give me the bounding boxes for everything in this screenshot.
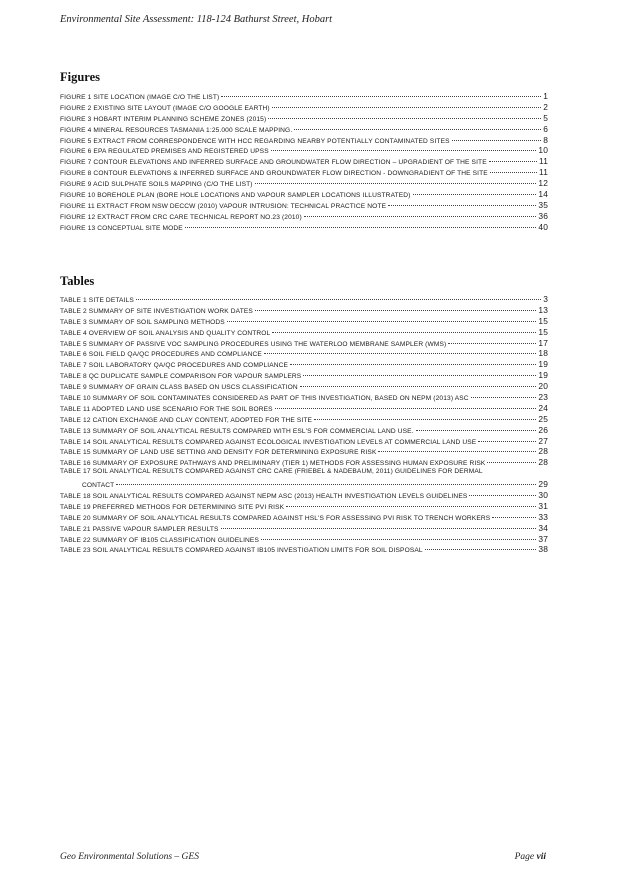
- table-entry-page: 23: [538, 392, 548, 403]
- dot-leader: [272, 332, 536, 333]
- table-entry-label: TABLE 3 SUMMARY OF SOIL SAMPLING METHODS: [60, 318, 225, 326]
- dot-leader: [255, 310, 536, 311]
- table-entry[interactable]: [60, 348, 548, 359]
- figure-entry-label: FIGURE 5 EXTRACT FROM CORRESPONDENCE WITH HCC REGARDING NEARBY POTENTIALLY CONTAMINATED SITES: [60, 137, 450, 145]
- table-entry-page: 15: [538, 326, 548, 337]
- table-entry[interactable]: [60, 436, 548, 447]
- dot-leader: [271, 150, 537, 151]
- dot-leader: [136, 299, 541, 300]
- table-entry-page: 18: [538, 348, 548, 359]
- figure-entry[interactable]: [60, 135, 548, 146]
- dot-leader: [275, 408, 537, 409]
- table-entry-page: 20: [538, 381, 548, 392]
- table-entry[interactable]: [60, 414, 548, 425]
- dot-leader: [221, 96, 541, 97]
- dot-leader: [469, 495, 536, 496]
- table-entry-page: 30: [538, 490, 548, 501]
- footer-page-prefix: Page: [514, 852, 535, 862]
- figure-entry-label: FIGURE 7 CONTOUR ELEVATIONS AND INFERRED SURFACE AND GROUNDWATER FLOW DIRECTION – UPGRADIENT OF THE SITE: [60, 159, 487, 167]
- figure-entry-label: FIGURE 11 EXTRACT FROM NSW DECCW (2010) VAPOUR INTRUSION: TECHNICAL PRACTICE NOTE: [60, 202, 387, 210]
- dot-leader: [378, 451, 536, 452]
- dot-leader: [300, 386, 537, 387]
- figure-entry-page: 11: [539, 167, 548, 178]
- figure-entry-label: FIGURE 9 ACID SULPHATE SOILS MAPPING (C/O THE LIST): [60, 181, 253, 189]
- figure-entry-page: 6: [543, 123, 548, 134]
- table-entry-label: TABLE 22 SUMMARY OF IB105 CLASSIFICATION GUIDELINES: [60, 536, 259, 544]
- table-entry-page: 25: [538, 413, 548, 424]
- table-entry-label: TABLE 23 SOIL ANALYTICAL RESULTS COMPARED AGAINST IB105 INVESTIGATION LIMITS FOR SOIL DISPOSAL: [60, 547, 423, 555]
- dot-leader: [264, 353, 537, 354]
- dot-leader: [261, 539, 536, 540]
- table-entry-page: 27: [538, 435, 548, 446]
- dot-leader: [294, 129, 541, 130]
- table-entry[interactable]: [60, 338, 548, 349]
- table-entry[interactable]: [60, 370, 548, 381]
- table-entry-page: 26: [538, 424, 548, 435]
- table-entry-label: TABLE 13 SUMMARY OF SOIL ANALYTICAL RESULTS COMPARED WITH ESL'S FOR COMMERCIAL LAND USE.: [60, 427, 414, 435]
- table-entry[interactable]: [60, 490, 548, 501]
- table-entry[interactable]: [60, 316, 548, 327]
- dot-leader: [478, 441, 536, 442]
- table-entry-label: TABLE 11 ADOPTED LAND USE SCENARIO FOR THE SOIL BORES: [60, 405, 273, 413]
- figures-heading: Figures: [60, 70, 101, 84]
- dot-leader: [272, 107, 541, 108]
- figure-entry-page: 14: [538, 189, 548, 200]
- table-entry-label: TABLE 18 SOIL ANALYTICAL RESULTS COMPARED AGAINST NEPM ASC (2013) HEALTH INVESTIGATION LEVELS GUIDELINES: [60, 493, 468, 501]
- figure-entry-page: 36: [538, 210, 548, 221]
- figure-entry-page: 1: [543, 91, 548, 101]
- figure-entry[interactable]: [60, 211, 548, 222]
- figure-entry-page: 35: [538, 199, 548, 210]
- dot-leader: [388, 205, 536, 206]
- list-of-tables: [60, 294, 548, 555]
- figure-entry[interactable]: [60, 222, 548, 233]
- dot-leader: [490, 172, 537, 173]
- table-entry-page: 15: [538, 315, 548, 326]
- dot-leader: [314, 419, 536, 420]
- figure-entry-page: 8: [543, 134, 548, 145]
- table-entry-page: 28: [538, 457, 548, 468]
- figure-entry-label: FIGURE 8 CONTOUR ELEVATIONS & INFERRED SURFACE AND GROUNDWATER FLOW DIRECTION - DOWNGRADIENT OF THE SITE: [60, 170, 488, 178]
- table-entry-label: TABLE 12 CATION EXCHANGE AND CLAY CONTENT, ADOPTED FOR THE SITE: [60, 416, 313, 424]
- figure-entry[interactable]: [60, 113, 548, 124]
- table-entry[interactable]: [60, 327, 548, 338]
- figure-entry[interactable]: [60, 91, 548, 102]
- dot-leader: [303, 375, 536, 376]
- table-entry[interactable]: [60, 457, 548, 468]
- dot-leader: [116, 484, 536, 485]
- dot-leader: [416, 430, 537, 431]
- table-entry[interactable]: [60, 305, 548, 316]
- figure-entry-label: FIGURE 6 EPA REGULATED PREMISES AND REGISTERED UPSS: [60, 148, 269, 156]
- table-entry-label: TABLE 19 PREFERRED METHODS FOR DETERMINING SITE PVI RISK: [60, 503, 285, 511]
- table-entry-label: TABLE 16 SUMMARY OF EXPOSURE PATHWAYS AND PRELIMINARY (TIER 1) METHODS FOR ASSESSING HUMAN EXPOSURE RISK: [60, 460, 486, 468]
- dot-leader: [471, 397, 537, 398]
- figure-entry[interactable]: [60, 124, 548, 135]
- table-entry-page: 34: [538, 522, 548, 533]
- figure-entry[interactable]: [60, 178, 548, 189]
- tables-heading: Tables: [60, 274, 95, 288]
- table-entry-page: 19: [538, 370, 548, 381]
- table-entry-page: 29: [538, 479, 548, 490]
- table-entry-page: 28: [538, 446, 548, 457]
- dot-leader: [290, 364, 536, 365]
- figure-entry-page: 12: [538, 178, 548, 189]
- footer-company: Geo Environmental Solutions – GES: [60, 852, 199, 862]
- table-entry-label: TABLE 2 SUMMARY OF SITE INVESTIGATION WORK DATES: [60, 307, 253, 315]
- figure-entry-page: 2: [543, 101, 548, 112]
- figure-entry-label: FIGURE 3 HOBART INTERIM PLANNING SCHEME ZONES (2015): [60, 115, 267, 123]
- dot-leader: [304, 216, 537, 217]
- table-entry-label-continued: CONTACT: [82, 482, 115, 490]
- figure-entry-page: 5: [543, 112, 548, 123]
- figure-entry-label: FIGURE 13 CONCEPTUAL SITE MODE: [60, 224, 183, 232]
- table-entry-page: 33: [538, 511, 548, 522]
- table-entry-label: TABLE 17 SOIL ANALYTICAL RESULTS COMPARED AGAINST CRC CARE (FRIEBEL & NADEBAUM, 2011) GUIDELINES FOR DERMAL: [60, 468, 483, 476]
- dot-leader: [221, 528, 537, 529]
- dot-leader: [286, 506, 536, 507]
- table-entry[interactable]: [60, 294, 548, 305]
- figure-entry[interactable]: [60, 200, 548, 211]
- table-entry[interactable]: [60, 446, 548, 457]
- dot-leader: [425, 549, 537, 550]
- table-entry-label: TABLE 7 SOIL LABORATORY QA/QC PROCEDURES AND COMPLIANCE: [60, 362, 289, 370]
- table-entry[interactable]: [60, 403, 548, 414]
- figure-entry-label: FIGURE 12 EXTRACT FROM CRC CARE TECHNICAL REPORT NO.23 (2010): [60, 213, 302, 221]
- table-entry[interactable]: [60, 523, 548, 534]
- dot-leader: [227, 321, 537, 322]
- dot-leader: [487, 462, 536, 463]
- dot-leader: [489, 161, 537, 162]
- figure-entry[interactable]: [60, 189, 548, 200]
- table-entry[interactable]: [60, 534, 548, 545]
- table-entry[interactable]: [60, 501, 548, 512]
- table-entry[interactable]: [60, 544, 548, 555]
- dot-leader: [413, 194, 537, 195]
- table-entry-label: TABLE 5 SUMMARY OF PASSIVE VOC SAMPLING PROCEDURES USING THE WATERLOO MEMBRANE SAMPLER (WMS): [60, 340, 447, 348]
- table-entry[interactable]: [60, 425, 548, 436]
- figure-entry-page: 40: [538, 221, 548, 232]
- figure-entry-page: 11: [539, 156, 548, 167]
- figure-entry[interactable]: [60, 102, 548, 113]
- figure-entry-page: 10: [538, 145, 548, 156]
- table-entry-page: 19: [538, 359, 548, 370]
- table-entry-label: TABLE 1 SITE DETAILS: [60, 297, 134, 304]
- table-entry[interactable]: [60, 512, 548, 523]
- table-entry-label: TABLE 20 SUMMARY OF SOIL ANALYTICAL RESULTS COMPARED AGAINST HSL'S FOR ASSESSING PVI RISK TO TRENCH WORKERS: [60, 514, 491, 522]
- dot-leader: [268, 118, 541, 119]
- figure-entry-label: FIGURE 10 BOREHOLE PLAN (BORE HOLE LOCATIONS AND VAPOUR SAMPLER LOCATIONS ILLUSTRATED): [60, 192, 411, 200]
- figure-entry-label: FIGURE 2 EXISTING SITE LAYOUT (IMAGE C/O GOOGLE EARTH): [60, 104, 270, 112]
- dot-leader: [492, 517, 536, 518]
- table-entry-label: TABLE 14 SOIL ANALYTICAL RESULTS COMPARED AGAINST ECOLOGICAL INVESTIGATION LEVELS AT COMMERCIAL LAND USE: [60, 438, 477, 446]
- list-of-figures: [60, 91, 548, 233]
- figure-entry[interactable]: [60, 156, 548, 167]
- running-header: Environmental Site Assessment: 118-124 Bathurst Street, Hobart: [60, 14, 333, 25]
- table-entry-label: TABLE 8 QC DUPLICATE SAMPLE COMPARISON FOR VAPOUR SAMPLERS: [60, 373, 302, 381]
- figure-entry[interactable]: [60, 167, 548, 178]
- table-entry-page: 13: [538, 304, 548, 315]
- table-entry-page: 17: [538, 337, 548, 348]
- table-entry-label: TABLE 21 PASSIVE VAPOUR SAMPLER RESULTS: [60, 525, 219, 533]
- dot-leader: [452, 140, 542, 141]
- figure-entry[interactable]: [60, 145, 548, 156]
- table-entry[interactable]: [60, 392, 548, 403]
- footer-page-value: vii: [536, 852, 546, 862]
- table-entry-page: 31: [538, 500, 548, 511]
- table-entry-page: 3: [543, 294, 548, 304]
- table-entry[interactable]: [60, 359, 548, 370]
- table-entry-label: TABLE 6 SOIL FIELD QA/QC PROCEDURES AND COMPLIANCE: [60, 351, 262, 359]
- figure-entry-label: FIGURE 1 SITE LOCATION (IMAGE C/O THE LIST): [60, 94, 220, 101]
- footer-page-number: [515, 852, 546, 862]
- table-entry-page: 37: [538, 533, 548, 544]
- table-entry-label: TABLE 10 SUMMARY OF SOIL CONTAMINATES CONSIDERED AS PART OF THIS INVESTIGATION, BASED ON NEPM (2013) ASC: [60, 395, 469, 403]
- table-entry-label: TABLE 4 OVERVIEW OF SOIL ANALYSIS AND QUALITY CONTROL: [60, 329, 271, 337]
- table-entry-label: TABLE 15 SUMMARY OF LAND USE SETTING AND DENSITY FOR DETERMINING EXPOSURE RISK: [60, 449, 377, 457]
- dot-leader: [448, 343, 536, 344]
- table-entry-page: 38: [538, 544, 548, 555]
- dot-leader: [255, 183, 537, 184]
- figure-entry-label: FIGURE 4 MINERAL RESOURCES TASMANIA 1:25.000 SCALE MAPPING.: [60, 126, 293, 134]
- table-entry[interactable]: [60, 381, 548, 392]
- table-entry-label: TABLE 9 SUMMARY OF GRAIN CLASS BASED ON USCS CLASSIFICATION: [60, 384, 298, 392]
- dot-leader: [185, 227, 537, 228]
- table-entry-page: 24: [538, 402, 548, 413]
- table-entry[interactable]: [60, 468, 548, 490]
